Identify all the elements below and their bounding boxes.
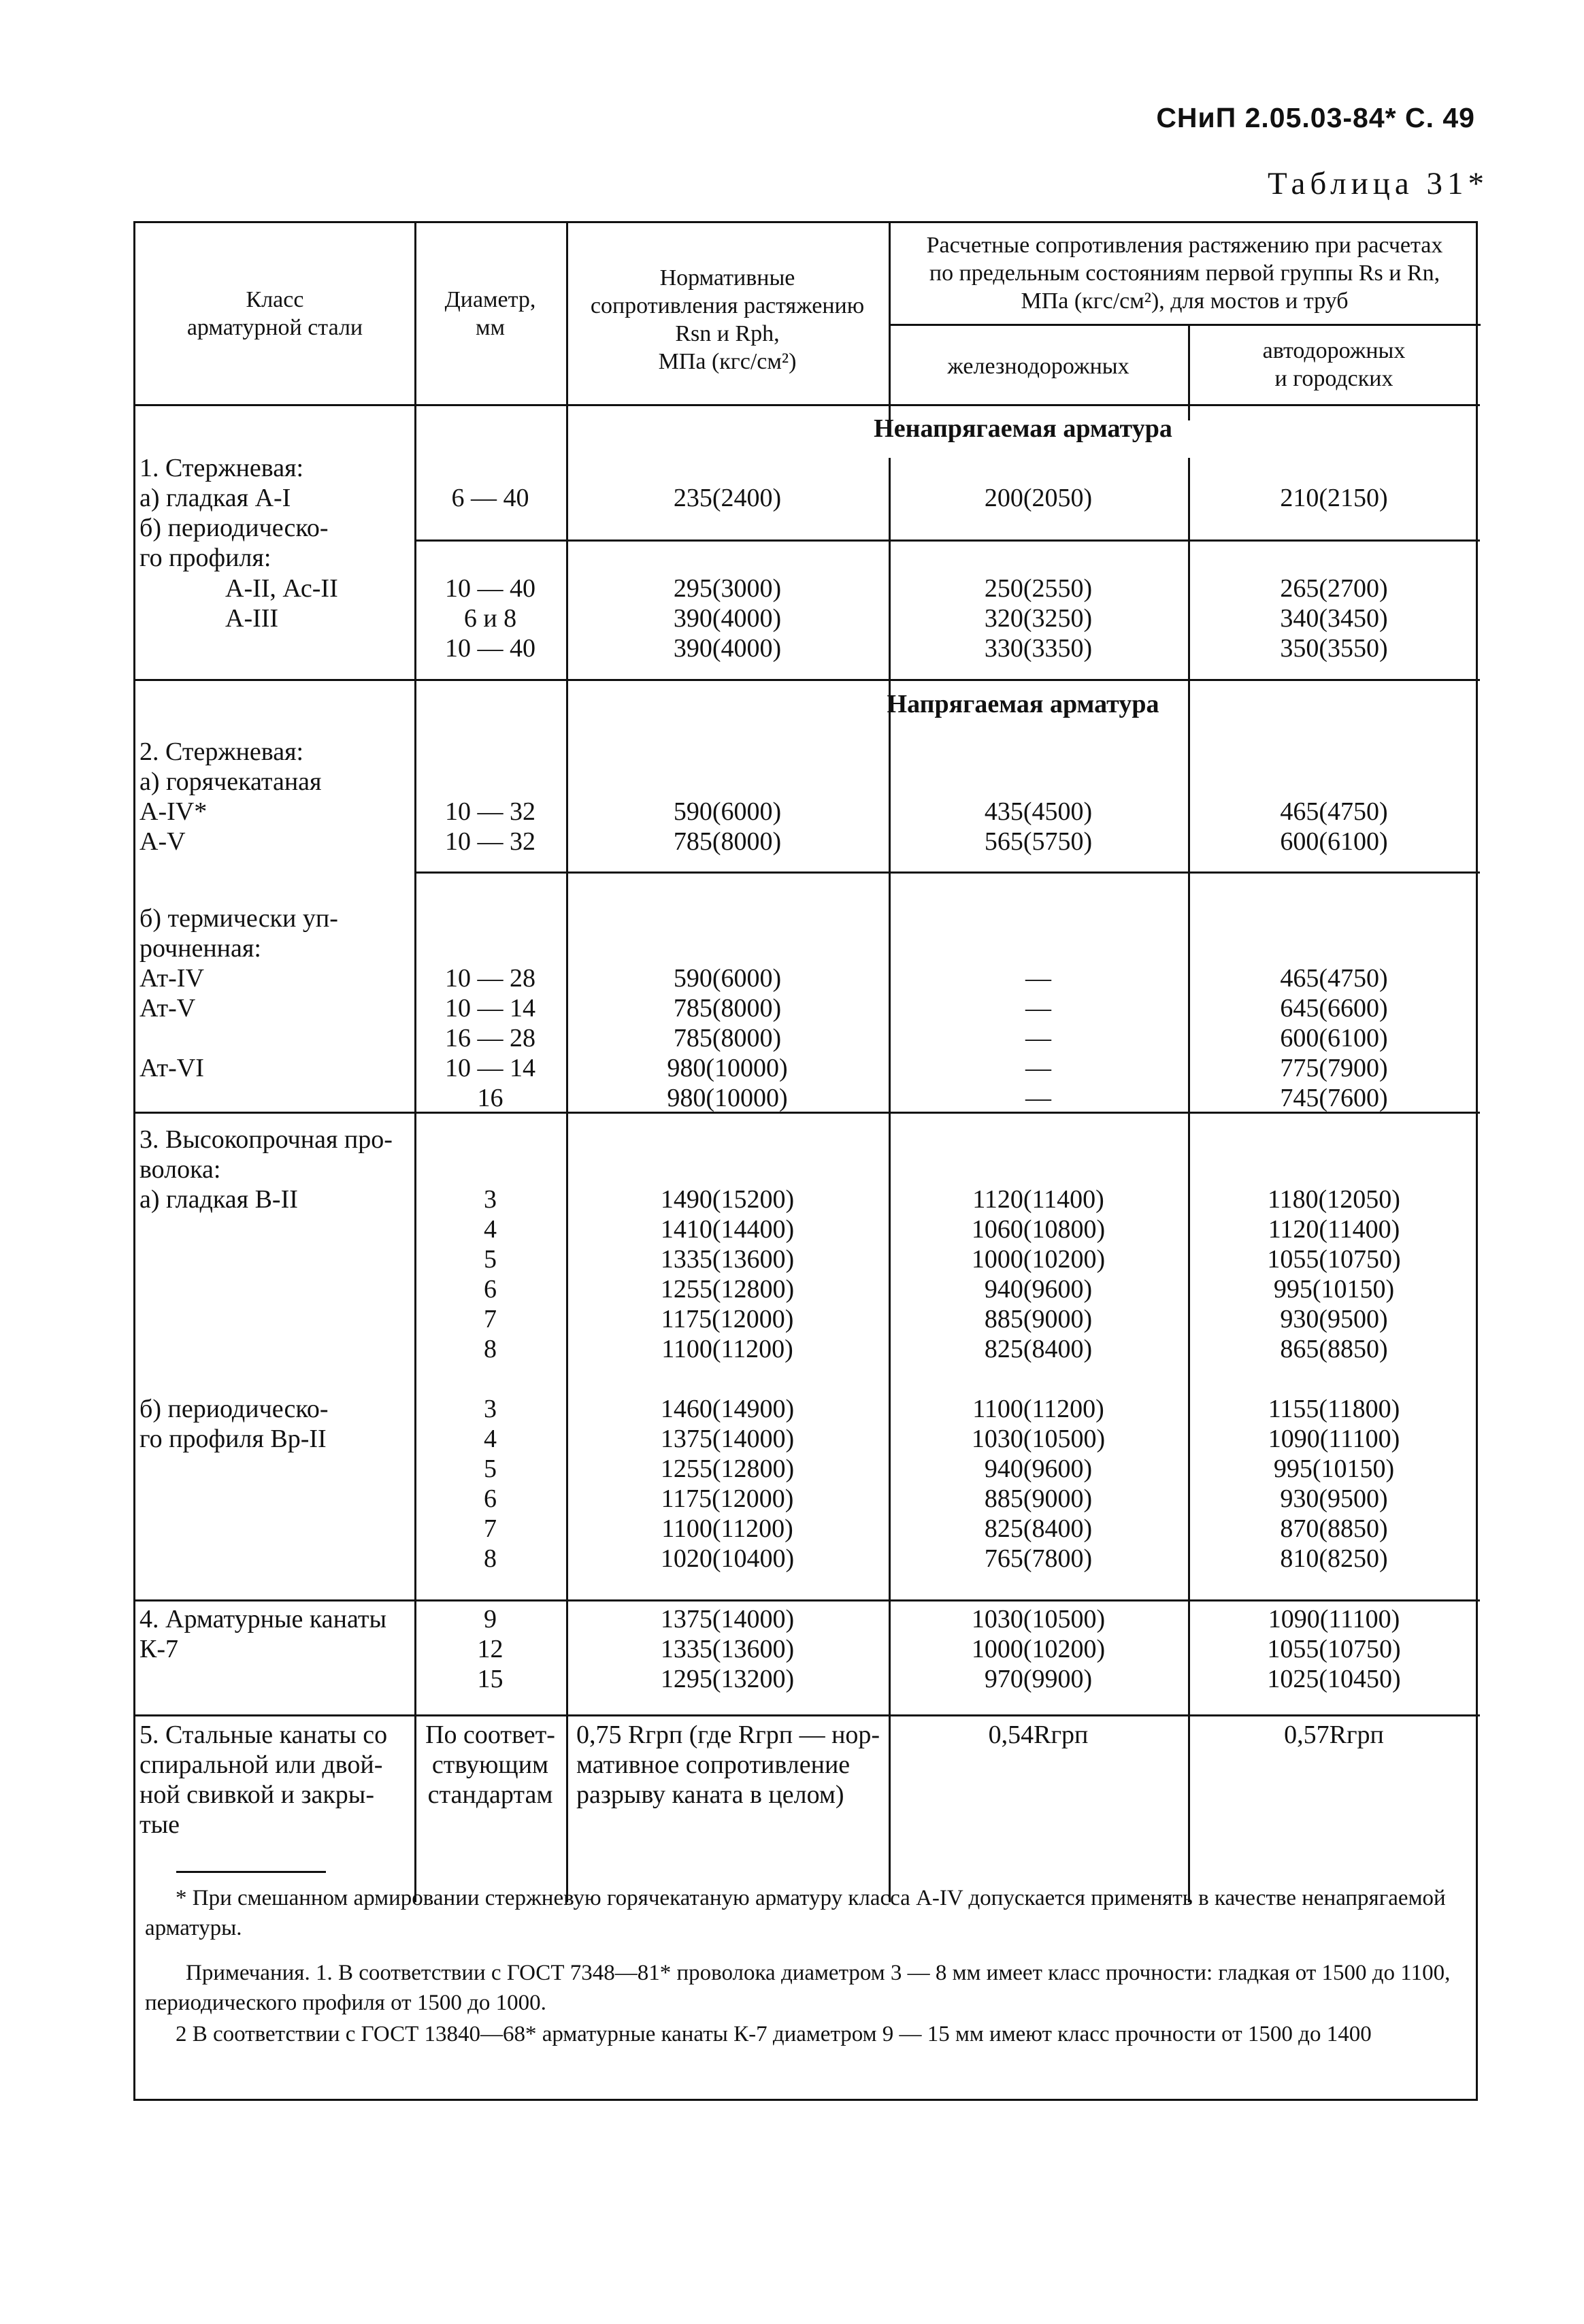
- row-divider: [414, 872, 1480, 874]
- class-cell: б) термически уп- рочненная: Ат-IV Ат-V Ат-VI: [139, 904, 338, 1082]
- class-cell: 1. Стержневая: а) гладкая А-I б) периодическо- го профиля:: [139, 454, 329, 572]
- diameter-cell: 10 — 40 6 и 8 10 — 40: [445, 574, 535, 663]
- normative-cell: 590(6000) 785(8000) 785(8000) 980(10000) 980(10000): [667, 964, 788, 1112]
- class-cell: 5. Стальные канаты со спиральной или двой- ной свивкой и закры- тые: [139, 1721, 388, 1839]
- row-divider: [135, 1714, 1480, 1716]
- normative-cell: 1375(14000) 1335(13600) 1295(13200): [660, 1605, 795, 1693]
- row-divider: [135, 679, 1480, 681]
- railway-cell: 1030(10500) 1000(10200) 970(9900): [971, 1605, 1106, 1693]
- class-cell: 2. Стержневая: а) горячекатаная А-IV* А-V: [139, 737, 322, 856]
- road-cell: 465(4750) 645(6600) 600(6100) 775(7900) 745(7600): [1280, 964, 1388, 1112]
- road-cell: 210(2150): [1280, 484, 1388, 512]
- col-header-class: Класс арматурной стали: [186, 287, 363, 340]
- footnote-rule: [176, 1871, 326, 1873]
- col-header-railway: железнодорожных: [947, 354, 1129, 379]
- railway-cell: 200(2050): [984, 484, 1093, 512]
- diameter-cell: По соответ- ствующим стандартам: [425, 1721, 555, 1809]
- row-divider: [135, 404, 1480, 406]
- note-1: Примечания. 1. В соответствии с ГОСТ 7348—81* проволока диаметром 3 — 8 мм имеет класс прочности: гладкая от 1500 до 1100, периодического профиля от 1500 до 1000.: [145, 1961, 1451, 2015]
- col-header-road: автодорожных и городских: [1262, 338, 1406, 391]
- diameter-cell: 10 — 28 10 — 14 16 — 28 10 — 14 16: [445, 964, 535, 1112]
- page-header: СНиП 2.05.03-84* С. 49: [1156, 102, 1475, 133]
- diameter-cell: 3 4 5 6 7 8 3 4 5 6 7 8: [484, 1185, 497, 1573]
- col-header-normative: Нормативные сопротивления растяжению Rsn и Rph, МПа (кгс/см²): [590, 265, 865, 374]
- diameter-cell: 9 12 15: [477, 1605, 504, 1693]
- road-cell: 1180(12050) 1120(11400) 1055(10750) 995(10150) 930(9500) 865(8850) 1155(11800) 1090(11100) 995(10150) 930(9500) 870(8850) 810(8250): [1267, 1185, 1401, 1573]
- note-2: 2 В соответствии с ГОСТ 13840—68* арматурные канаты К-7 диаметром 9 — 15 мм имеют класс прочности от 1500 до 1400: [176, 2022, 1372, 2046]
- footnote: * При смешанном армировании стержневую горячекатаную арматуру класса А-IV допускается применять в качестве ненапрягаемой арматуры.: [145, 1886, 1446, 1940]
- col-header-design-group: Расчетные сопротивления растяжению при расчетах по предельным состояниям первой группы Rs и Rn, МПа (кгс/см²), для мостов и труб: [926, 233, 1443, 314]
- row-divider: [135, 1599, 1480, 1601]
- section-prestressed: Напрягаемая арматура: [887, 690, 1159, 718]
- railway-cell: 0,54Rгрп: [988, 1721, 1089, 1749]
- normative-cell: 1490(15200) 1410(14400) 1335(13600) 1255(12800) 1175(12000) 1100(11200) 1460(14900) 1375(14000) 1255(12800) 1175(12000) 1100(11200) 1020(10400): [660, 1185, 795, 1573]
- road-cell: 265(2700) 340(3450) 350(3550): [1280, 574, 1388, 663]
- railway-cell: 250(2550) 320(3250) 330(3350): [984, 574, 1093, 663]
- normative-cell: 235(2400): [673, 484, 782, 512]
- diameter-cell: 6 — 40: [451, 484, 529, 512]
- diameter-cell: 10 — 32 10 — 32: [445, 797, 535, 856]
- normative-cell: 590(6000) 785(8000): [673, 797, 782, 856]
- class-cell: 3. Высокопрочная про- волока: а) гладкая В-II б) периодическо- го профиля Вр-II: [139, 1125, 393, 1453]
- railway-cell: 1120(11400) 1060(10800) 1000(10200) 940(9600) 885(9000) 825(8400) 1100(11200) 1030(10500) 940(9600) 885(9000) 825(8400) 765(7800): [971, 1185, 1106, 1573]
- table-caption: Таблица 31*: [1267, 166, 1489, 201]
- row-divider: [414, 540, 1480, 542]
- class-cell: 4. Арматурные канаты К-7: [139, 1605, 386, 1663]
- road-cell: 465(4750) 600(6100): [1280, 797, 1388, 856]
- class-cell: А-II, Ас-II А-III: [225, 574, 338, 633]
- table-frame: [133, 221, 1478, 2101]
- road-cell: 0,57Rгрп: [1284, 1721, 1384, 1749]
- normative-cell: 0,75 Rгрп (где Rгрп — нор- мативное сопротивление разрыву каната в целом): [576, 1721, 880, 1809]
- railway-cell: — — — — —: [1025, 964, 1051, 1112]
- railway-cell: 435(4500) 565(5750): [984, 797, 1093, 856]
- section-nonprestressed: Ненапрягаемая арматура: [874, 414, 1172, 443]
- road-cell: 1090(11100) 1055(10750) 1025(10450): [1267, 1605, 1401, 1693]
- row-divider: [889, 324, 1481, 326]
- normative-cell: 295(3000) 390(4000) 390(4000): [673, 574, 782, 663]
- col-header-diameter: Диаметр, мм: [444, 287, 536, 340]
